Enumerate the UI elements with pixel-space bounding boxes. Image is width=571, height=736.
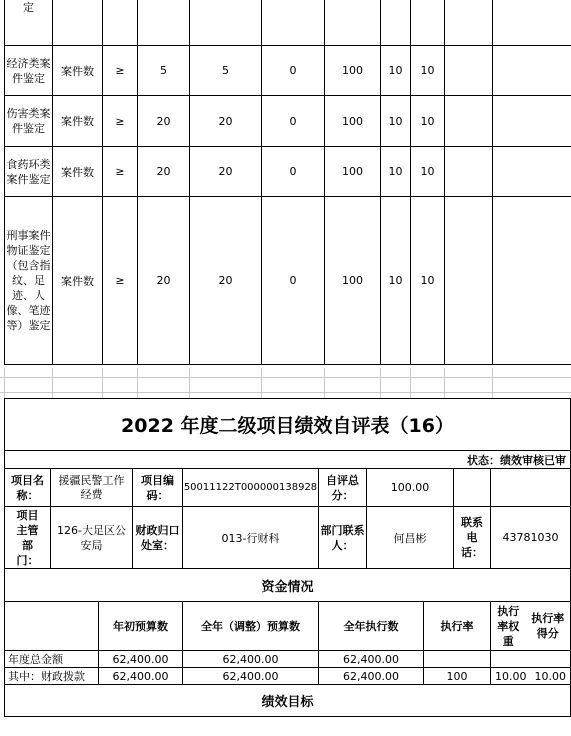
funds-initial: 62,400.00	[99, 651, 183, 668]
gridline	[0, 392, 571, 393]
indicator-score: 10	[411, 147, 445, 197]
indicator-actual: 5	[190, 46, 262, 96]
project-name-label: 项目名称：	[5, 469, 51, 507]
table-row	[5, 0, 571, 46]
indicator-op: ≥	[103, 96, 138, 147]
funds-adjusted: 62,400.00	[183, 651, 319, 668]
indicator-name: 刑事案件物证鉴定（包含指纹、足迹、人像、笔迹等）鉴定	[6, 229, 51, 332]
indicator-weight: 10	[381, 96, 411, 147]
indicator-diff: 0	[262, 46, 325, 96]
gridline	[137, 368, 138, 398]
funds-header: 执行率权重 执行率得分	[491, 602, 571, 651]
contact-label: 部门联系人：	[319, 507, 367, 569]
page-title: 2022 年度二级项目绩效自评表（16）	[5, 399, 571, 451]
indicator-name: 经济类案件鉴定	[6, 56, 51, 85]
indicator-score: 10	[411, 96, 445, 147]
finance-label: 财政归口处室：	[133, 507, 183, 569]
funds-header: 年初预算数	[99, 602, 183, 651]
indicator-rate: 100	[325, 197, 381, 365]
funds-rate	[424, 651, 491, 668]
indicator-target: 20	[138, 197, 190, 365]
indicator-unit: 案件数	[53, 96, 103, 147]
gridline	[492, 368, 493, 398]
table-row	[5, 96, 571, 147]
gridline	[0, 377, 571, 378]
self-score-label: 自评总分：	[319, 469, 367, 507]
indicator-table	[4, 0, 571, 365]
gridline	[380, 368, 381, 398]
gridline	[102, 368, 103, 398]
gridline	[410, 368, 411, 398]
funds-header: 执行率	[424, 602, 491, 651]
self-score-value: 100.00	[367, 469, 454, 507]
funds-rate: 100	[424, 668, 491, 685]
indicator-actual: 20	[190, 147, 262, 197]
indicator-rate: 100	[325, 46, 381, 96]
indicator-target: 20	[138, 96, 190, 147]
project-name-value: 援疆民警工作经费	[51, 469, 133, 507]
gridline	[261, 368, 262, 398]
funds-section-title: 资金情况	[5, 569, 571, 602]
table-row	[5, 147, 571, 197]
funds-weight-score	[491, 651, 571, 668]
indicator-target: 20	[138, 147, 190, 197]
funds-row-label: 其中：财政拨款	[5, 668, 99, 685]
contact-value: 何昌彬	[367, 507, 454, 569]
indicator-weight: 10	[381, 197, 411, 365]
dept-label: 项目主管部门：	[5, 507, 51, 569]
goals-section-title: 绩效目标	[5, 685, 571, 717]
table-row	[5, 46, 571, 96]
indicator-op: ≥	[103, 147, 138, 197]
funds-executed: 62,400.00	[319, 668, 424, 685]
phone-value: 43781030	[491, 507, 571, 569]
indicator-actual: 20	[190, 197, 262, 365]
indicator-unit: 案件数	[53, 147, 103, 197]
indicator-unit: 案件数	[53, 197, 103, 365]
finance-value: 013-行财科	[183, 507, 319, 569]
indicator-diff: 0	[262, 96, 325, 147]
indicator-name: 食药环类案件鉴定	[6, 157, 51, 186]
table-row	[5, 651, 571, 668]
indicator-op: ≥	[103, 46, 138, 96]
funds-header: 全年（调整）预算数	[183, 602, 319, 651]
project-code-label: 项目编码：	[133, 469, 183, 507]
indicator-rate: 100	[325, 96, 381, 147]
phone-label: 联系电话：	[454, 507, 491, 569]
indicator-name: 定	[23, 1, 34, 14]
table-row	[5, 668, 571, 685]
gridline	[444, 368, 445, 398]
funds-header: 全年执行数	[319, 602, 424, 651]
indicator-op: ≥	[103, 197, 138, 365]
indicator-unit: 案件数	[53, 46, 103, 96]
indicator-rate: 100	[325, 147, 381, 197]
funds-row-label: 年度总金额	[5, 651, 99, 668]
funds-weight-score	[491, 668, 571, 685]
evaluation-form	[4, 398, 571, 717]
table-row	[5, 197, 571, 365]
indicator-score: 10	[411, 46, 445, 96]
indicator-actual: 20	[190, 96, 262, 147]
dept-value: 126-大足区公安局	[51, 507, 133, 569]
indicator-diff: 0	[262, 197, 325, 365]
funds-score: 10.00	[534, 669, 567, 683]
indicator-diff: 0	[262, 147, 325, 197]
indicator-weight: 10	[381, 147, 411, 197]
funds-initial: 62,400.00	[99, 668, 183, 685]
indicator-target: 5	[138, 46, 190, 96]
indicator-name: 伤害类案件鉴定	[6, 107, 51, 135]
gridline	[324, 368, 325, 398]
funds-executed: 62,400.00	[319, 651, 424, 668]
gridline	[189, 368, 190, 398]
funds-adjusted: 62,400.00	[183, 668, 319, 685]
status-badge: 状态：绩效审核已审	[5, 451, 571, 469]
gridline	[52, 368, 53, 398]
project-code-value: 50011122T000000138928	[183, 469, 319, 507]
gridline	[4, 368, 5, 398]
indicator-score: 10	[411, 197, 445, 365]
indicator-weight: 10	[381, 46, 411, 96]
funds-weight: 10.00	[495, 669, 527, 683]
